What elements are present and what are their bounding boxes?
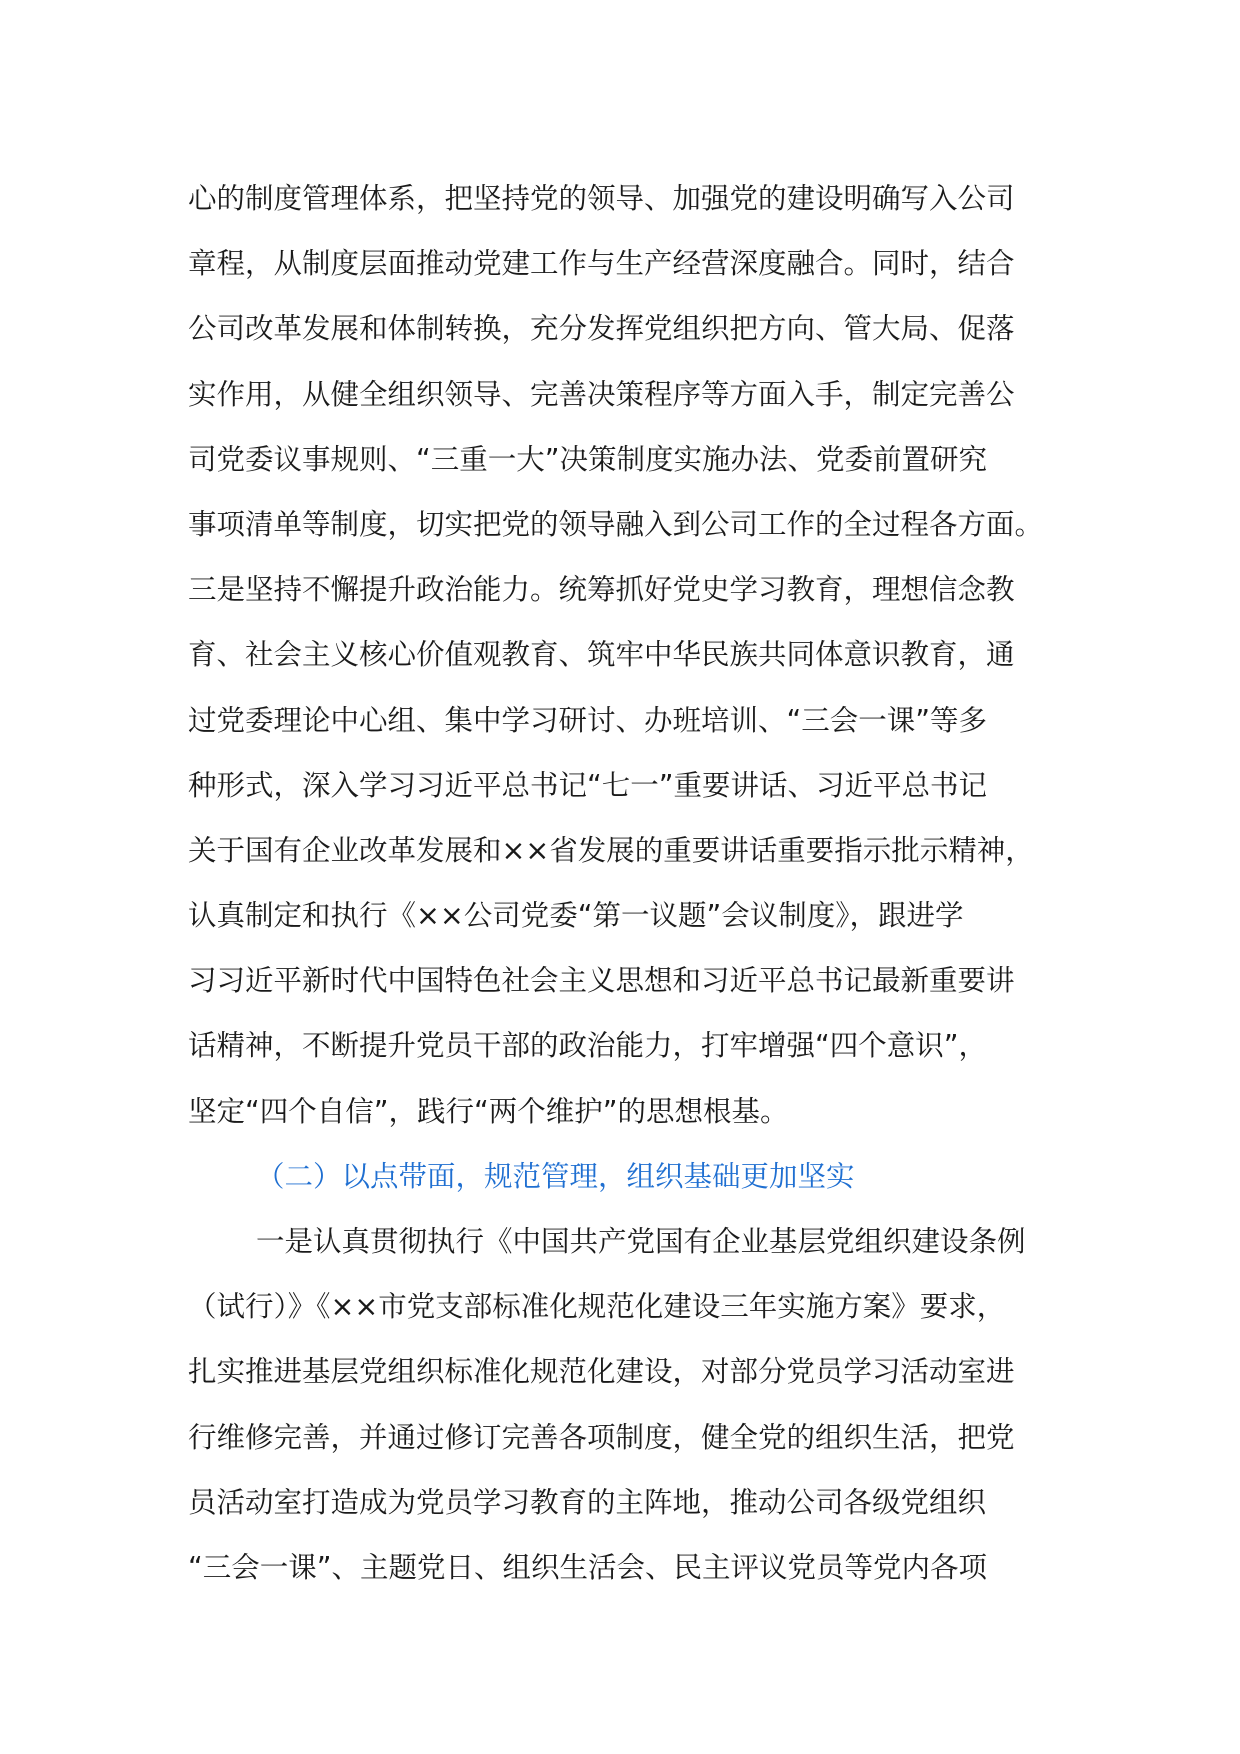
paragraph-line: 习习近平新时代中国特色社会主义思想和习近平总书记最新重要讲	[188, 964, 1015, 998]
paragraph-line: 种形式，深入学习习近平总书记“七一”重要讲话、习近平总书记	[188, 768, 988, 802]
paragraph-line: 事项清单等制度，切实把党的领导融入到公司工作的全过程各方面。	[188, 507, 1044, 541]
paragraph-line: 认真制定和执行《××公司党委“第一议题”会议制度》，跟进学	[188, 899, 964, 933]
paragraph-line: 行维修完善，并通过修订完善各项制度，健全党的组织生活，把党	[188, 1420, 1015, 1454]
paragraph-line: 关于国有企业改革发展和××省发展的重要讲话重要指示批示精神，	[188, 833, 1034, 867]
paragraph-line: “三会一课”、主题党日、组织生活会、民主评议党员等党内各项	[188, 1550, 988, 1584]
paragraph-line: 三是坚持不懈提升政治能力。统筹抓好党史学习教育，理想信念教	[188, 573, 1015, 607]
paragraph-line: 育、社会主义核心价值观教育、筑牢中华民族共同体意识教育，通	[188, 638, 1015, 672]
paragraph-line: 公司改革发展和体制转换，充分发挥党组织把方向、管大局、促落	[188, 312, 1015, 346]
paragraph-line: 话精神，不断提升党员干部的政治能力，打牢增强“四个意识”，	[188, 1029, 988, 1063]
paragraph-line: 员活动室打造成为党员学习教育的主阵地，推动公司各级党组织	[188, 1485, 987, 1519]
section-heading: （二）以点带面，规范管理，组织基础更加坚实	[256, 1159, 855, 1193]
paragraph-line: 坚定“四个自信”，践行“两个维护”的思想根基。	[188, 1094, 789, 1128]
paragraph-line: 过党委理论中心组、集中学习研讨、办班培训、“三会一课”等多	[188, 703, 988, 737]
document-body	[188, 166, 1068, 1600]
paragraph-line: （试行）》《××市党支部标准化规范化建设三年实施方案》要求，	[188, 1290, 1006, 1324]
paragraph-line: 心的制度管理体系，把坚持党的领导、加强党的建设明确写入公司	[188, 182, 1015, 215]
paragraph-line: 一是认真贯彻执行《中国共产党国有企业基层党组织建设条例	[256, 1225, 1026, 1258]
paragraph-line: 扎实推进基层党组织标准化规范化建设，对部分党员学习活动室进	[188, 1355, 1015, 1389]
paragraph-line: 司党委议事规则、“三重一大”决策制度实施办法、党委前置研究	[188, 442, 988, 476]
paragraph-line: 实作用，从健全组织领导、完善决策程序等方面入手，制定完善公	[188, 377, 1015, 411]
paragraph-line: 章程，从制度层面推动党建工作与生产经营深度融合。同时，结合	[188, 247, 1015, 281]
